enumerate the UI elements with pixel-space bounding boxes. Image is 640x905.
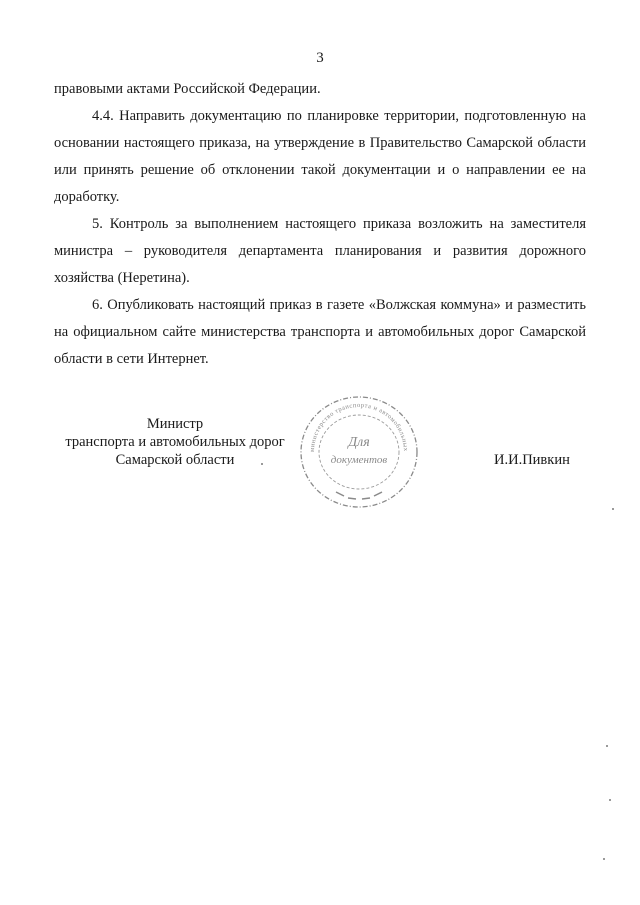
scan-speck <box>612 508 614 510</box>
scan-speck <box>609 799 611 801</box>
stamp-ring-text: министерство транспорта и автомобильных <box>308 401 410 453</box>
signatory-name: И.И.Пивкин <box>494 452 570 468</box>
signatory-title-line1: Министр <box>146 416 204 432</box>
stamp-inner-ring <box>319 415 399 489</box>
paragraph-6: 6. Опубликовать настоящий приказ в газете «Волжская коммуна» и разместить на официальном сайте министерства транспорта и автомобильных дорог Самарской области в сети Интернет. <box>54 297 586 367</box>
document-body <box>54 76 586 373</box>
page-number: 3 <box>316 50 324 66</box>
paragraph-continuation: правовыми актами Российской Федерации. <box>54 81 321 97</box>
scan-speck <box>261 463 263 465</box>
stamp-bottom-marks <box>336 492 382 499</box>
paragraph-4-4: 4.4. Направить документацию по планировке территории, подготовленную на основании настоящего приказа, на утверждение в Правительство Самарской области или принять решение об отклонении такой документации и о направлении ее на доработку. <box>54 108 586 205</box>
scan-speck <box>603 858 605 860</box>
stamp-center-line2: документов <box>330 454 388 466</box>
stamp-center-line1: Для <box>348 435 370 450</box>
signatory-title <box>40 415 310 469</box>
stamp-outer-ring <box>301 397 417 507</box>
scan-speck <box>606 745 608 747</box>
official-stamp <box>296 392 422 512</box>
signatory-title-line2: транспорта и автомобильных дорог <box>65 434 285 450</box>
paragraph-5: 5. Контроль за выполнением настоящего приказа возложить на заместителя министра – руководителя департамента планирования и развития дорожного хозяйства (Неретина). <box>54 216 586 286</box>
signatory-title-line3: Самарской области <box>115 452 235 468</box>
